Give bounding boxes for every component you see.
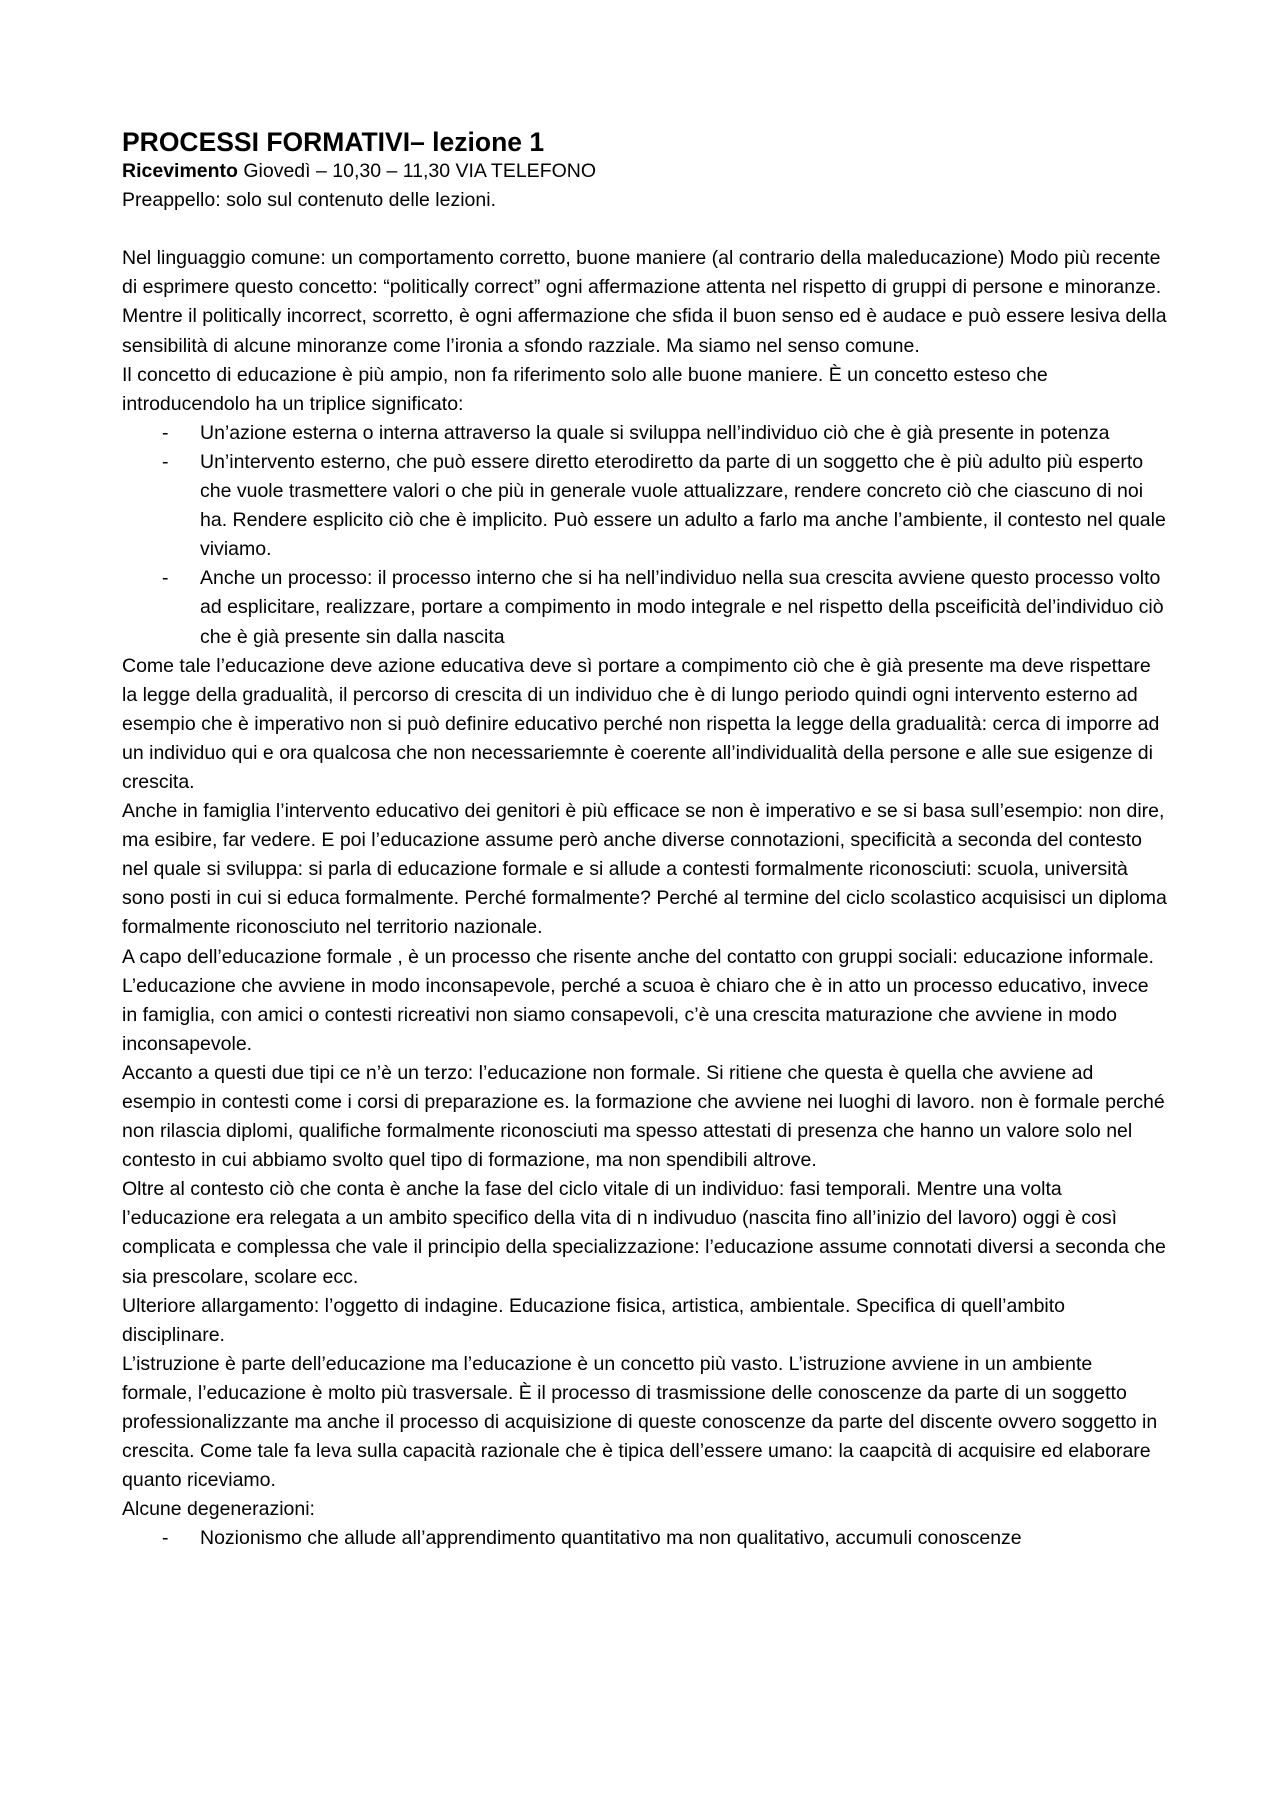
- dash-marker: -: [162, 421, 169, 444]
- list-item-text: Un’intervento esterno, che può essere diretto eterodiretto da parte di un soggetto che è più adulto più esperto che vuole trasmettere valori o che più in generale vuole attualizzare, rendere concreto ciò che ciascuno di noi ha. Rendere esplicito ciò che è implicito. Può essere un adulto a farlo ma anche l’ambiente, il contesto nel quale viviamo.: [200, 450, 1166, 561]
- document-title: PROCESSI FORMATIVI– lezione 1: [122, 127, 545, 157]
- degeneration-list: [122, 1524, 1167, 1553]
- list-item-text: Nozionismo che allude all’apprendimento quantitativo ma non qualitativo, accumuli conoscenze: [200, 1527, 1022, 1550]
- document-page: [122, 126, 1167, 1554]
- paragraph-6: Accanto a questi due tipi ce n’è un terzo: l’educazione non formale. Si ritiene che questa è quella che avviene ad esempio in contesti come i corsi di preparazione es. la formazione che avviene nei luoghi di lavoro. non è formale perché non rilascia diplomi, qualifiche formalmente riconosciuti ma spesso attestati di presenza che hanno un valore solo nel contesto in cui abbiamo svolto quel tipo di formazione, ma non spendibili altrove.: [122, 1061, 1165, 1172]
- meaning-list: [122, 419, 1167, 652]
- paragraph-9: L’istruzione è parte dell’educazione ma l’educazione è un concetto più vasto. L’istruzione avviene in un ambiente formale, l’educazione è molto più trasversale. È il processo di trasmissione delle conoscenze da parte di un soggetto professionalizzante ma anche il processo di acquisizione di queste conoscenze da parte del discente ovvero soggetto in crescita. Come tale fa leva sulla capacità razionale che è tipica dell’essere umano: la caapcità di acquisire ed elaborare quanto riceviamo.: [122, 1352, 1158, 1492]
- ricevimento-label: Ricevimento: [122, 160, 238, 182]
- dash-marker: -: [162, 450, 169, 473]
- paragraph-4: Anche in famiglia l’intervento educativo dei genitori è più efficace se non è imperativo e se si basa sull’esempio: non dire, ma esibire, far vedere. E poi l’educazione assume però anche diverse connotazioni, specificità a seconda del contesto nel quale si sviluppa: si parla di educazione formale e si allude a contesti formalmente riconosciuti: scuola, università sono posti in cui si educa formalmente. Perché formalmente? Perché al termine del ciclo scolastico acquisisci un diploma formalmente riconosciuto nel territorio nazionale.: [122, 800, 1167, 939]
- list-item: [122, 564, 1167, 651]
- paragraph-8: Ulteriore allargamento: l’oggetto di indagine. Educazione fisica, artistica, ambientale. Specifica di quell’ambito disciplinare.: [122, 1294, 1066, 1346]
- list-item: [122, 448, 1167, 564]
- dash-marker: -: [162, 567, 169, 590]
- list-item-text: Un’azione esterna o interna attraverso la quale si sviluppa nell’individuo ciò che è già presente in potenza: [200, 421, 1110, 444]
- ricevimento-line: [122, 157, 1167, 186]
- paragraph-2: Il concetto di educazione è più ampio, non fa riferimento solo alle buone maniere. È un concetto esteso che introducendolo ha un triplice significato:: [122, 363, 1048, 415]
- list-item: [122, 1524, 1167, 1553]
- ricevimento-text: Giovedì – 10,30 – 11,30 VIA TELEFONO: [237, 160, 597, 182]
- preappello-line: Preappello: solo sul contenuto delle lezioni.: [122, 189, 496, 212]
- list-item: [122, 419, 1167, 448]
- blank-line: [122, 215, 1167, 244]
- paragraph-7: Oltre al contesto ciò che conta è anche la fase del ciclo vitale di un individuo: fasi temporali. Mentre una volta l’educazione era relegata a un ambito specifico della vita di n indivuduo (nascita fino all’inizio del lavoro) oggi è così complicata e complessa che vale il principio della specializzazione: l’educazione assume connotati diversi a seconda che sia prescolare, scolare ecc.: [122, 1178, 1166, 1288]
- paragraph-10: Alcune degenerazioni:: [122, 1498, 315, 1521]
- list-item-text: Anche un processo: il processo interno che si ha nell’individuo nella sua crescita avviene questo processo volto ad esplicitare, realizzare, portare a compimento in modo integrale e nel rispetto della psceificità del’individuo ciò che è già presente sin dalla nascita: [200, 567, 1164, 648]
- paragraph-3: Come tale l’educazione deve azione educativa deve sì portare a compimento ciò che è già presente ma deve rispettare la legge della gradualità, il percorso di crescita di un individuo che è di lungo periodo quindi ogni intervento esterno ad esempio che è imperativo non si può definire educativo perché non rispetta la legge della gradualità: cerca di imporre ad un individuo qui e ora qualcosa che non necessariemnte è coerente all’individualità della persone e alle sue esigenze di crescita.: [122, 654, 1160, 793]
- dash-marker: -: [162, 1527, 169, 1550]
- paragraph-1: Nel linguaggio comune: un comportamento corretto, buone maniere (al contrario della maleducazione) Modo più recente di esprimere questo concetto: “politically correct” ogni affermazione attenta nel rispetto di gruppi di persone e minoranze. Mentre il politically incorrect, scorretto, è ogni affermazione che sfida il buon senso ed è audace e può essere lesiva della sensibilità di alcune minoranze come l’ironia a sfondo razziale. Ma siamo nel senso comune.: [122, 247, 1167, 357]
- paragraph-5: A capo dell’educazione formale , è un processo che risente anche del contatto con gruppi sociali: educazione informale. L’educazione che avviene in modo inconsapevole, perché a scuoa è chiaro che è in atto un processo educativo, invece in famiglia, con amici o contesti ricreativi non siamo consapevoli, c’è una crescita maturazione che avviene in modo inconsapevole.: [122, 945, 1154, 1055]
